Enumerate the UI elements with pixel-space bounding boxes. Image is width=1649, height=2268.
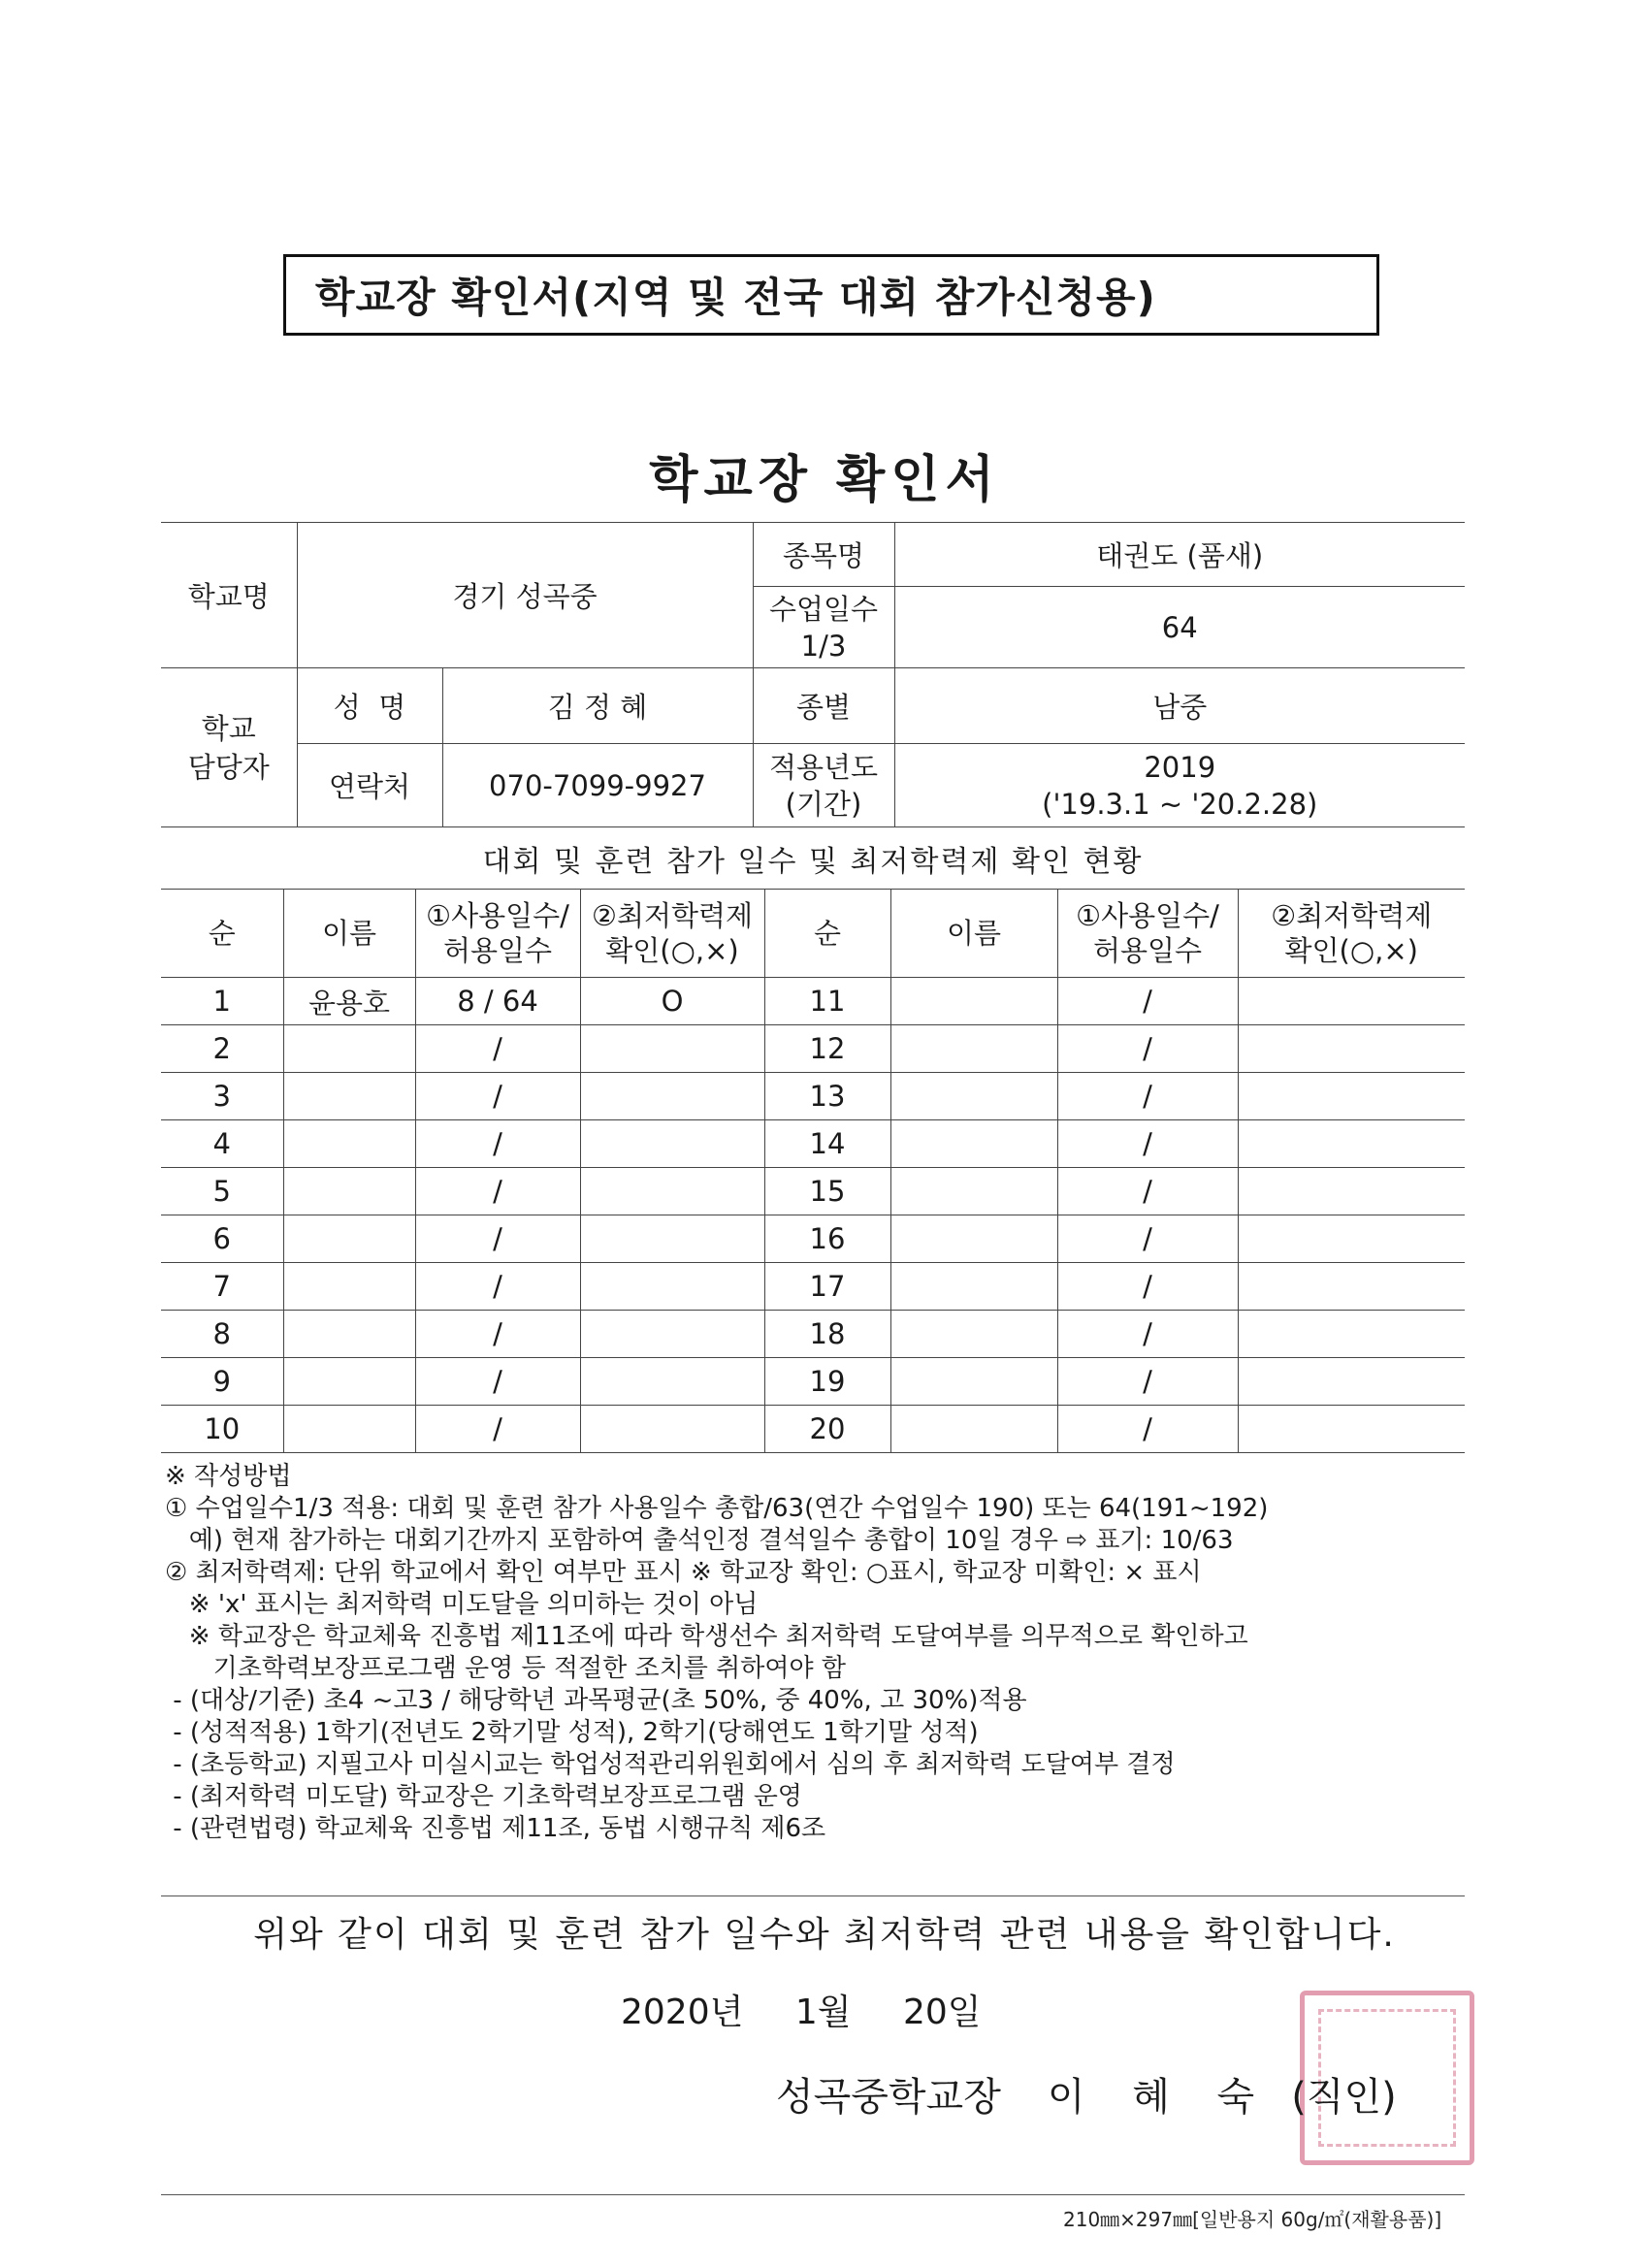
year-value-cell	[894, 744, 1465, 827]
row-check	[1238, 1025, 1465, 1073]
header-days	[415, 890, 580, 978]
header-check-right-line1: ②최저학력제	[1271, 899, 1433, 932]
table-row	[161, 1406, 1465, 1453]
name-value: 김 정 혜	[547, 691, 648, 724]
row-no: 17	[764, 1263, 890, 1311]
row-name	[890, 978, 1057, 1025]
row-check	[1238, 1263, 1465, 1311]
row-name	[283, 1263, 415, 1311]
row-name	[283, 1025, 415, 1073]
gender-label-cell	[753, 668, 894, 744]
note-line: - (관련법령) 학교체육 진흥법 제11조, 동법 시행규칙 제6조	[165, 1814, 826, 1843]
roster-table	[161, 889, 1465, 1453]
row-check	[580, 1406, 764, 1453]
header-days-right	[1057, 890, 1238, 978]
row-days: /	[1057, 1263, 1238, 1311]
header-check-line1: ②최저학력제	[591, 899, 754, 932]
row-check	[580, 1311, 764, 1358]
table-row	[161, 1073, 1465, 1120]
row-name: 윤용호	[283, 978, 415, 1025]
gender-value-cell	[894, 668, 1465, 744]
note-line: ※ 학교장은 학교체육 진흥법 제11조에 따라 학생선수 최저학력 도달여부를 의무적으로 확인하고	[165, 1622, 1248, 1651]
school-label: 학교명	[187, 580, 270, 613]
note-line: - (성적적용) 1학기(전년도 2학기말 성적), 2학기(당해연도 1학기말 성적)	[165, 1718, 979, 1747]
name-value-cell	[442, 668, 753, 744]
row-days: /	[415, 1025, 580, 1073]
row-no: 7	[161, 1263, 283, 1311]
row-name	[890, 1263, 1057, 1311]
date-month: 1월	[794, 1993, 852, 2032]
row-days: /	[415, 1073, 580, 1120]
school-label-cell	[161, 523, 297, 668]
row-no: 2	[161, 1025, 283, 1073]
table-row	[161, 1025, 1465, 1073]
row-days: /	[1057, 1215, 1238, 1263]
row-days: /	[1057, 1168, 1238, 1215]
note-line: ※ 'x' 표시는 최저학력 미도달을 의미하는 것이 아님	[165, 1590, 759, 1619]
row-no: 4	[161, 1120, 283, 1168]
row-no: 10	[161, 1406, 283, 1453]
header-days-right-line2: 허용일수	[1092, 934, 1203, 967]
row-name	[283, 1073, 415, 1120]
contact-value: 070-7099-9927	[489, 768, 706, 802]
row-check	[1238, 1168, 1465, 1215]
row-name	[283, 1406, 415, 1453]
row-name	[890, 1215, 1057, 1263]
row-name	[283, 1358, 415, 1406]
year-label: 적용년도	[768, 750, 879, 784]
header-no-right: 순	[764, 890, 890, 978]
issue-date	[621, 1985, 1013, 2034]
table-row	[161, 1168, 1465, 1215]
info-table	[161, 522, 1465, 827]
class-days-label: 수업일수	[768, 592, 879, 626]
event-label: 종목명	[782, 539, 865, 572]
header-check-line2: 확인(○,×)	[605, 934, 739, 967]
note-line: - (최저학력 미도달) 학교장은 기초학력보장프로그램 운영	[165, 1782, 802, 1811]
header-check-right	[1238, 890, 1465, 978]
row-days: /	[415, 1406, 580, 1453]
gender-value: 남중	[1152, 691, 1208, 724]
row-name	[890, 1311, 1057, 1358]
date-day: 20일	[903, 1993, 982, 2032]
row-days: /	[415, 1168, 580, 1215]
manager-label-1: 학교	[201, 711, 256, 745]
header-days-line2: 허용일수	[442, 934, 553, 967]
row-name	[890, 1406, 1057, 1453]
row-check	[580, 1358, 764, 1406]
row-days: /	[415, 1311, 580, 1358]
row-check	[580, 1263, 764, 1311]
row-check	[1238, 978, 1465, 1025]
event-value: 태권도 (품새)	[1096, 539, 1264, 572]
date-year: 2020년	[621, 1993, 744, 2032]
row-days: /	[415, 1120, 580, 1168]
row-no: 8	[161, 1311, 283, 1358]
row-check	[1238, 1358, 1465, 1406]
row-no: 6	[161, 1215, 283, 1263]
event-value-cell	[894, 523, 1465, 587]
row-days: /	[1057, 1073, 1238, 1120]
row-no: 12	[764, 1025, 890, 1073]
header-check	[580, 890, 764, 978]
row-days: /	[1057, 1120, 1238, 1168]
name-label-cell	[297, 668, 442, 744]
row-no: 19	[764, 1358, 890, 1406]
header-check-right-line2: 확인(○,×)	[1284, 934, 1418, 967]
section-title: 대회 및 훈련 참가 일수 및 최저학력제 확인 현황	[482, 845, 1144, 879]
row-days: /	[415, 1215, 580, 1263]
row-name	[283, 1311, 415, 1358]
instructions-notes	[165, 1461, 1484, 1845]
page-title: 학교장 확인서	[649, 451, 1000, 509]
row-no: 14	[764, 1120, 890, 1168]
row-name	[283, 1168, 415, 1215]
header-name: 이름	[283, 890, 415, 978]
class-days-label-cell	[753, 587, 894, 668]
row-days: /	[1057, 1311, 1238, 1358]
row-no: 5	[161, 1168, 283, 1215]
header-title: 학교장 확인서(지역 및 전국 대회 참가신청용)	[315, 274, 1156, 321]
footer-divider	[161, 2194, 1465, 2195]
table-row	[161, 1263, 1465, 1311]
row-check	[580, 1073, 764, 1120]
row-check: O	[580, 978, 764, 1025]
row-name	[890, 1358, 1057, 1406]
row-no: 13	[764, 1073, 890, 1120]
note-line: ① 수업일수1/3 적용: 대회 및 훈련 참가 사용일수 총합/63(연간 수업일수 190) 또는 64(191~192)	[165, 1494, 1269, 1523]
row-days: /	[415, 1263, 580, 1311]
contact-label-cell	[297, 744, 442, 827]
row-check	[580, 1168, 764, 1215]
row-check	[1238, 1215, 1465, 1263]
school-value-cell	[297, 523, 753, 668]
row-check	[580, 1025, 764, 1073]
signer-name: 이 혜 숙	[1047, 2075, 1273, 2120]
row-check	[580, 1215, 764, 1263]
note-line: - (대상/기준) 초4 ~고3 / 해당학년 과목평균(초 50%, 중 40%, 고 30%)적용	[165, 1686, 1027, 1715]
table-row	[161, 1215, 1465, 1263]
confirmation-statement: 위와 같이 대회 및 훈련 참가 일수와 최저학력 관련 내용을 확인합니다.	[253, 1915, 1396, 1955]
row-no: 18	[764, 1311, 890, 1358]
row-check	[1238, 1073, 1465, 1120]
row-days: 8 / 64	[415, 978, 580, 1025]
row-days: /	[415, 1358, 580, 1406]
note-line: 예) 현재 참가하는 대회기간까지 포함하여 출석인정 결석일수 총합이 10일 경우 ⇨ 표기: 10/63	[165, 1526, 1234, 1555]
row-no: 1	[161, 978, 283, 1025]
header-days-right-line1: ①사용일수/	[1076, 899, 1219, 932]
manager-label-2: 담당자	[187, 750, 270, 784]
row-name	[890, 1073, 1057, 1120]
row-no: 16	[764, 1215, 890, 1263]
row-name	[283, 1215, 415, 1263]
event-label-cell	[753, 523, 894, 587]
row-check	[1238, 1120, 1465, 1168]
header-days-line1: ①사용일수/	[426, 899, 569, 932]
row-name	[283, 1120, 415, 1168]
row-check	[580, 1120, 764, 1168]
contact-value-cell	[442, 744, 753, 827]
row-days: /	[1057, 1406, 1238, 1453]
row-no: 9	[161, 1358, 283, 1406]
signer-title: 성곡중학교장	[776, 2075, 1001, 2120]
year-period-label: (기간)	[785, 787, 862, 821]
row-check	[1238, 1311, 1465, 1358]
document-header	[283, 254, 1379, 336]
row-days: /	[1057, 1025, 1238, 1073]
name-label: 성 명	[333, 691, 406, 724]
contact-label: 연락처	[328, 770, 411, 803]
row-days: /	[1057, 1358, 1238, 1406]
table-row	[161, 1120, 1465, 1168]
row-name	[890, 1120, 1057, 1168]
row-no: 11	[764, 978, 890, 1025]
note-line: 기초학력보장프로그램 운영 등 적절한 조치를 취하여야 함	[165, 1654, 846, 1683]
header-name-right: 이름	[890, 890, 1057, 978]
row-name	[890, 1168, 1057, 1215]
note-line: - (초등학교) 지필고사 미실시교는 학업성적관리위원회에서 심의 후 최저학력 도달여부 결정	[165, 1750, 1176, 1779]
row-no: 20	[764, 1406, 890, 1453]
row-check	[1238, 1406, 1465, 1453]
note-line: ② 최저학력제: 단위 학교에서 확인 여부만 표시 ※ 학교장 확인: ○표시, 학교장 미확인: × 표시	[165, 1558, 1202, 1587]
row-no: 3	[161, 1073, 283, 1120]
row-no: 15	[764, 1168, 890, 1215]
class-days-value: 64	[1161, 610, 1198, 644]
paper-spec-note: 210㎜×297㎜[일반용지 60g/㎡(재활용품)]	[1063, 2208, 1442, 2231]
year-label-cell	[753, 744, 894, 827]
school-value: 경기 성곡중	[452, 580, 598, 613]
signature-line	[776, 2066, 1397, 2122]
table-row	[161, 1311, 1465, 1358]
divider	[161, 1895, 1465, 1896]
year-period: ('19.3.1 ~ '20.2.28)	[1042, 787, 1318, 821]
table-row	[161, 1358, 1465, 1406]
manager-label-cell	[161, 668, 297, 827]
class-days-value-cell	[894, 587, 1465, 668]
row-name	[890, 1025, 1057, 1073]
seal-label: (직인)	[1291, 2075, 1397, 2120]
year-value: 2019	[1144, 750, 1216, 784]
row-days: /	[1057, 978, 1238, 1025]
table-row	[161, 978, 1465, 1025]
note-line: ※ 작성방법	[165, 1462, 292, 1491]
class-days-fraction: 1/3	[800, 629, 847, 663]
header-no: 순	[161, 890, 283, 978]
gender-label: 종별	[795, 691, 852, 724]
